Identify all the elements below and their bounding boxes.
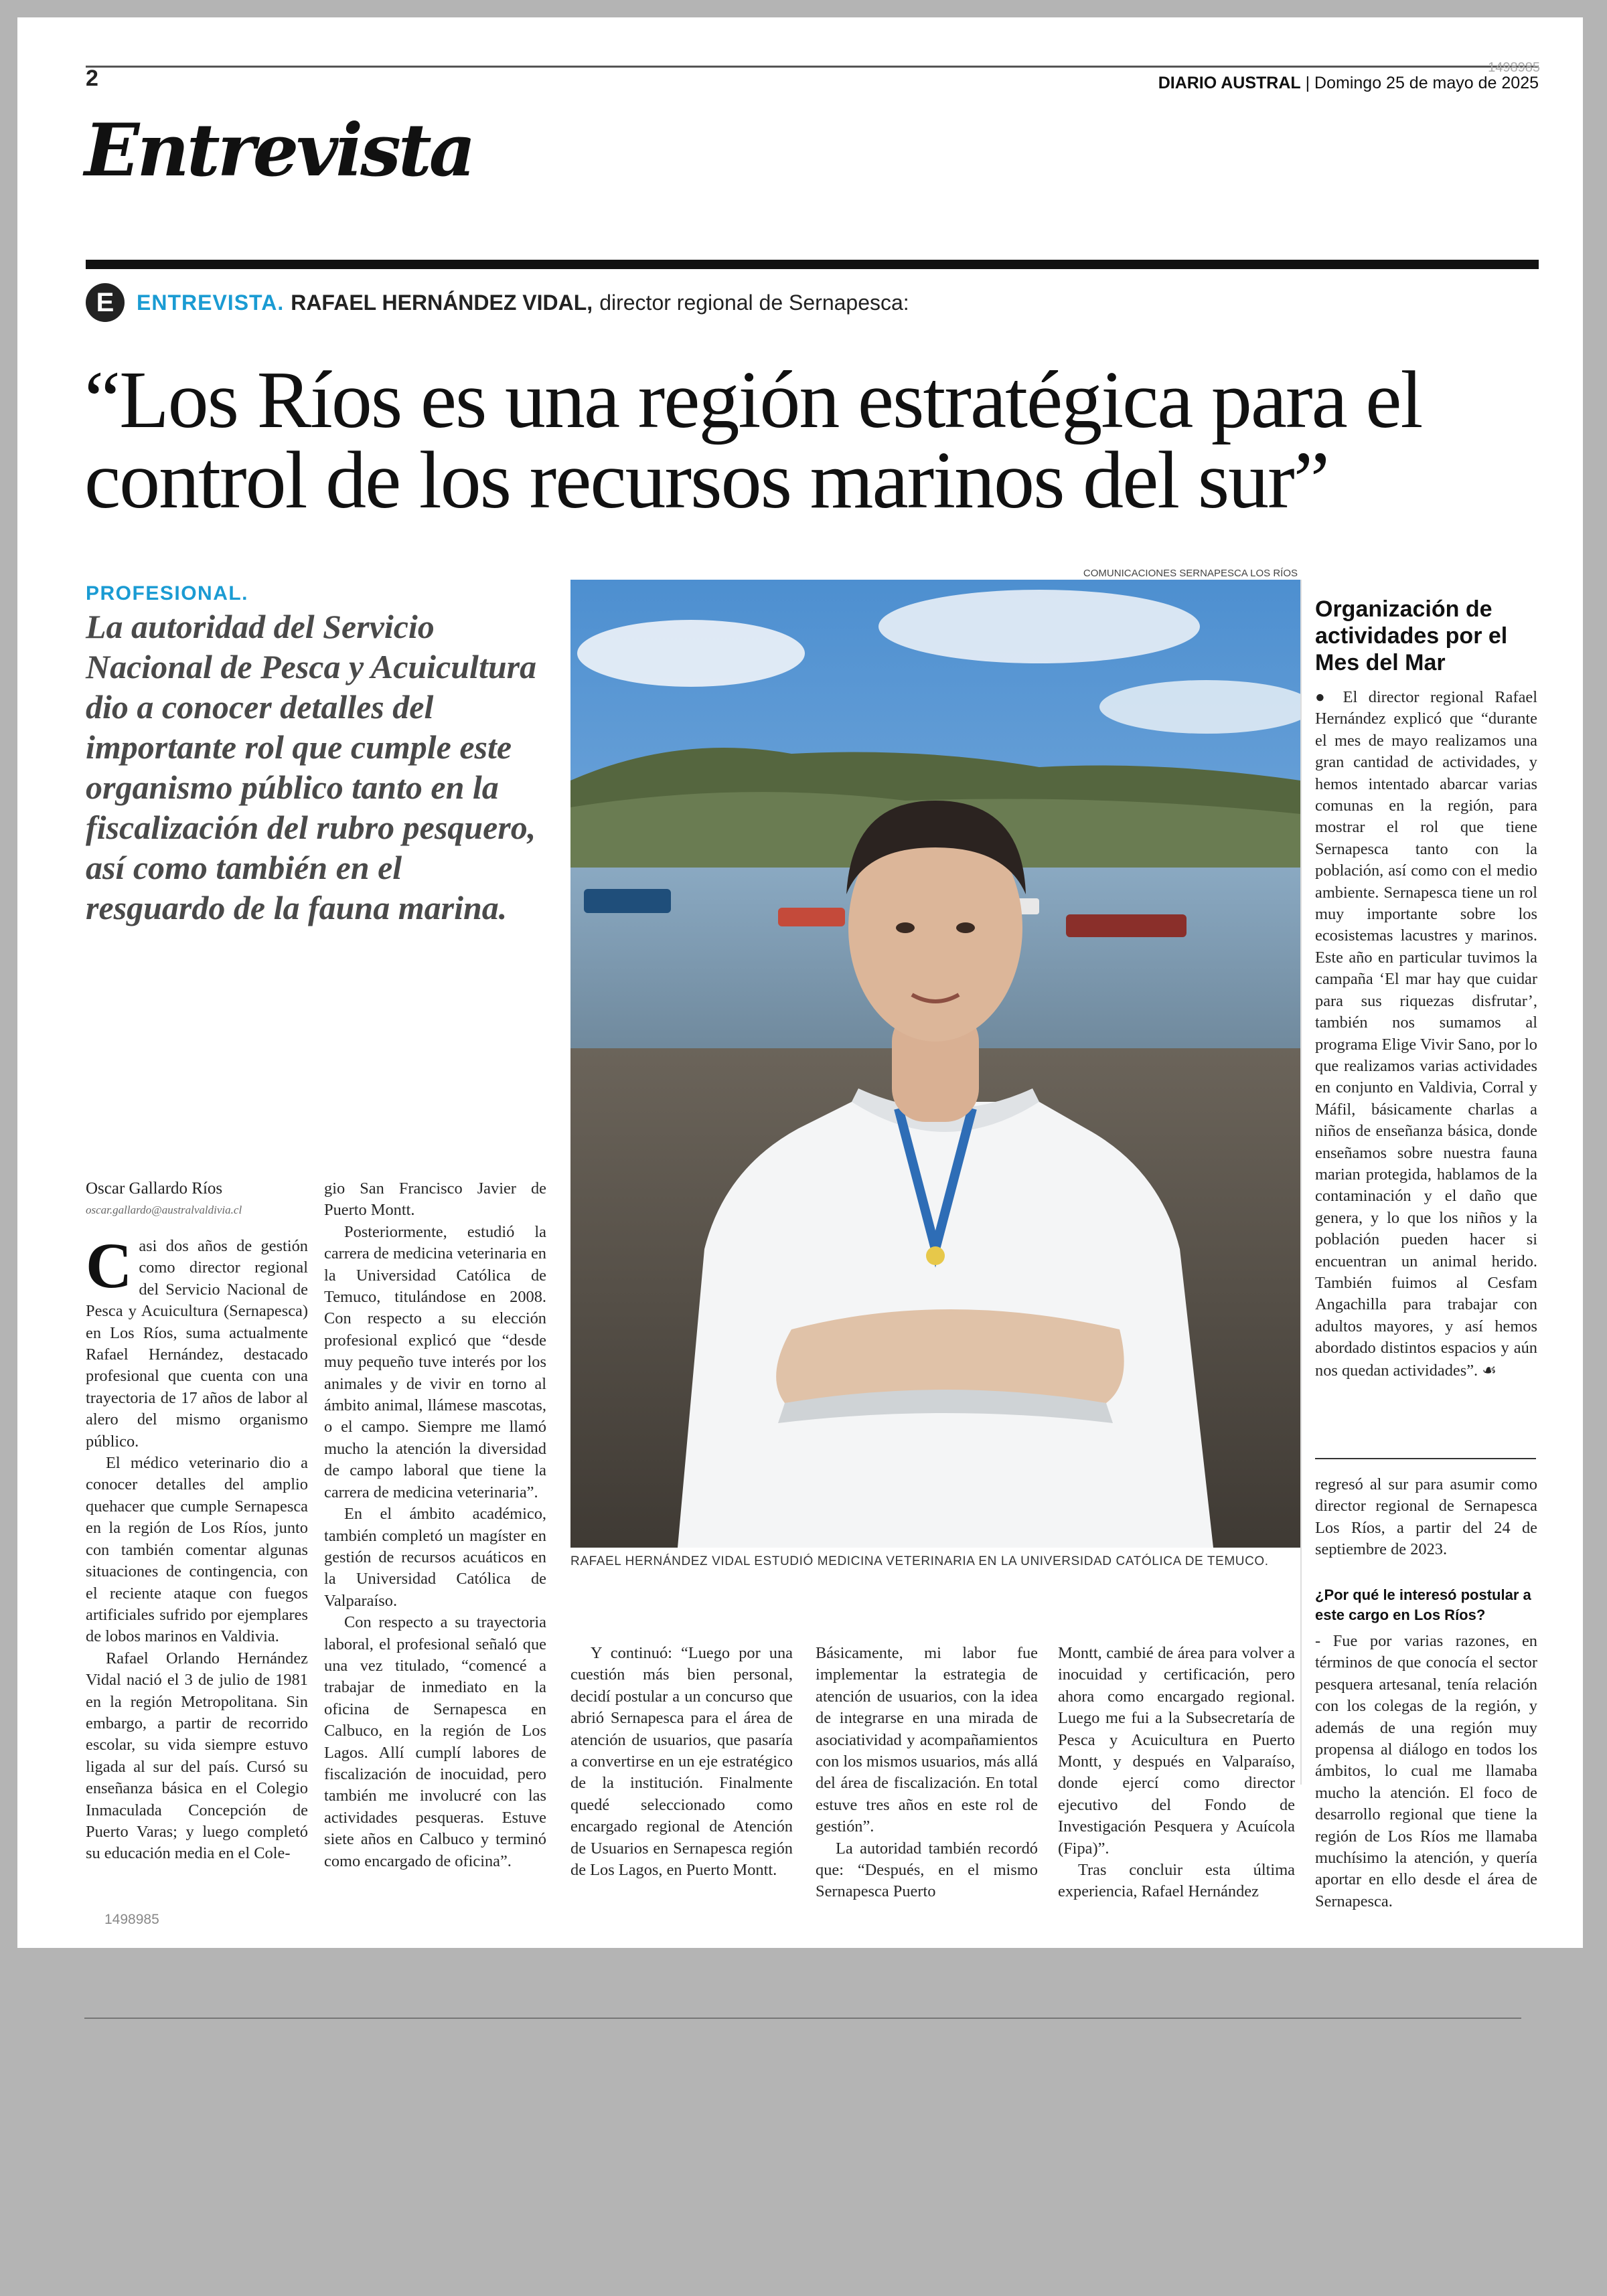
article-paragraph: Básicamente, mi labor fue implementar la estrategia de atención de usuarios, con la idea de integrarse en una mirada de asociatividad y acompañamientos con los mismos usuarios, más allá del área de fiscalización. En total estuve tres años en este rol de gestión”. xyxy=(816,1644,1038,1836)
bottom-rule xyxy=(84,2018,1521,2019)
kicker xyxy=(86,282,909,323)
top-rule xyxy=(86,66,1539,68)
headline: “Los Ríos es una región estratégica para el control de los recursos marinos del sur” xyxy=(84,355,1422,525)
footer-stamp: 1498985 xyxy=(104,1912,159,1927)
article-paragraph: Rafael Orlando Hernández Vidal nació el 3 de julio de 1981 en la región Metropolitana. Sin embargo, a partir de recorrido escolar, su vida siempre estuvo ligada al sur del país. Cursó su enseñanza básica en el Colegio Inmaculada Concepción de Puerto Varas; y luego completó su educación media en el Cole- xyxy=(86,1649,308,1863)
qa-answer xyxy=(1315,1631,1537,1912)
article-paragraph: Y continuó: “Luego por una cuestión más bien personal, decidí postular a un concurso que abrió Sernapesca para el área de atención de usuarios, que pasaría a convertirse en un eje estratégico de la institución. Finalmente quedé seleccionado como encargado regional de Atención de Usuarios en Sernapesca región de Los Lagos, en Puerto Montt. xyxy=(570,1644,793,1880)
article-paragraph: Con respecto a su trayectoria laboral, el profesional señaló que una vez titulado, “comencé a trabajar de inmediato en la oficina de Sernapesca en Calbuco, en la región de Los Lagos. Allí cumplí labores de fiscalización de inocuidad, pero también me involucré con las actividades pesqueras. Estuve siete años en Calbuco y terminó como encargado de oficina”. xyxy=(324,1613,546,1870)
dropcap: C xyxy=(86,1230,133,1301)
scan-stamp: 1498985 xyxy=(1488,60,1540,75)
byline-name: Oscar Gallardo Ríos xyxy=(86,1179,223,1198)
section-rule xyxy=(86,260,1539,269)
lead-text: La autoridad del Servicio Nacional de Pesca y Acuicultura dio a conocer detalles del importante rol que cumple este organismo público tanto en la fiscalización del rubro pesquero, así como también en el resguardo de la fauna marina. xyxy=(86,608,537,926)
page-number: 2 xyxy=(86,66,98,91)
kicker-role: director regional de Sernapesca: xyxy=(599,290,909,315)
article-column-4 xyxy=(816,1643,1038,1903)
paragraph-text: asi dos años de gestión como director regional del Servicio Nacional de Pesca y Acuicultura (Sernapesca) en Los Ríos, suma actualmente Rafael Hernández, destacado profesional que cuenta con una trayectoria de 17 años de labor al alero del mismo organismo público. xyxy=(86,1237,308,1451)
newspaper-page xyxy=(17,17,1583,1948)
kicker-name: RAFAEL HERNÁNDEZ VIDAL, xyxy=(291,290,593,315)
article-column-2 xyxy=(324,1178,546,1872)
photo-caption: RAFAEL HERNÁNDEZ VIDAL ESTUDIÓ MEDICINA VETERINARIA EN LA UNIVERSIDAD CATÓLICA DE TEMUCO. xyxy=(570,1554,1269,1568)
portrait-illustration xyxy=(570,580,1300,1548)
sidebar-body xyxy=(1315,687,1537,1382)
article-paragraph: La autoridad también recordó que: “Después, en el mismo Sernapesca Puerto xyxy=(816,1839,1038,1901)
qa-answer-text: - Fue por varias razones, en términos de que conocía el sector pesquera artesanal, tenía relación con los colegas de la región, y además de una región muy propensa al diálogo en todos los ámbitos, lo cual me llamaba mucho la atención. El foco de desarrollo regional que tiene la región de Los Ríos me llamaba muchísimo la atención, y quería aportar en ello desde el área de Sernapesca. xyxy=(1315,1632,1537,1910)
article-paragraph: Posteriormente, estudió la carrera de medicina veterinaria en la Universidad Católica de Temuco, titulándose en 2008. Con respecto a su elección profesional explicó que “desde muy pequeño tuve interés por los animales y de vivir en torno al ámbito animal, llámese mascotas, o el campo. Siempre me llamó mucho la atención la diversidad de campo laboral que tiene la carrera de medicina veterinaria”. xyxy=(324,1222,546,1501)
article-column-3 xyxy=(570,1643,793,1881)
article-paragraph xyxy=(86,1230,308,1453)
article-column-1 xyxy=(86,1230,308,1865)
lead-label: PROFESIONAL. xyxy=(86,582,249,604)
publication-line xyxy=(1158,74,1539,93)
article-column-6 xyxy=(1315,1474,1537,1561)
end-mark-icon: ☙ xyxy=(1482,1360,1497,1380)
bullet-icon: ● xyxy=(1315,688,1332,706)
publication-name: DIARIO AUSTRAL xyxy=(1158,74,1301,92)
article-paragraph: Montt, cambié de área para volver a inocuidad y certificación, pero ahora como encargado regional. Luego me fui a la Subsecretaría de Pesca y Acuicultura en Puerto Montt, y después en Valparaíso, donde ejercí como director ejecutivo del Fondo de Investigación Pesquera y Acuícola (Fipa)”. xyxy=(1058,1644,1295,1858)
sidebar-divider xyxy=(1300,580,1302,1785)
article-paragraph: Tras concluir esta última experiencia, Rafael Hernández xyxy=(1058,1861,1295,1901)
sidebar-paragraph xyxy=(1315,687,1537,1382)
article-column-5 xyxy=(1058,1643,1295,1903)
sidebar-text: El director regional Rafael Hernández explicó que “durante el mes de mayo realizamos una gran cantidad de actividades, y hemos intentado abarcar varias comunas en la región, para mostrar el rol que tiene Sernapesca tanto con la población, así como con el medio ambiente. Sernapesca tiene un rol muy importante sobre los ecosistemas lacustres y marinos. Este año en particular tuvimos la campaña ‘El mar hay que cuidar para sus riquezas disfrutar’, también nos sumamos al programa Elige Vivir Sano, por lo que realizamos varias actividades en conjunto en Valdivia, Corral y Máfil, básicamente charlas a niños de enseñanza básica, donde enseñamos sobre nuestra fauna marian protegida, hablamos de la contaminación y el daño que genera, y lo que los niños y la población pueden hacer si encuentran un animal herido. También fuimos al Cesfam Angachilla para trabajar con adultos mayores, y así hemos abordado distintos espacios y aún nos quedan actividades”. xyxy=(1315,688,1537,1380)
kicker-badge-icon: E xyxy=(86,283,125,322)
section-title: Entrevista xyxy=(84,108,473,193)
kicker-label: ENTREVISTA. xyxy=(137,290,285,315)
article-paragraph: regresó al sur para asumir como director regional de Sernapesca Los Ríos, a partir del 24 de septiembre de 2023. xyxy=(1315,1475,1537,1559)
article-paragraph: En el ámbito académico, también completó un magíster en gestión de recursos acuáticos en la Universidad Católica de Valparaíso. xyxy=(324,1505,546,1610)
sidebar-title: Organización de actividades por el Mes del Mar xyxy=(1315,596,1508,675)
portrait-photo xyxy=(570,580,1300,1548)
sidebar-bottom-rule xyxy=(1315,1458,1536,1459)
publication-date: Domingo 25 de mayo de 2025 xyxy=(1314,74,1539,92)
article-paragraph: gio San Francisco Javier de Puerto Montt. xyxy=(324,1179,546,1220)
separator: | xyxy=(1305,74,1310,92)
byline-email[interactable]: oscar.gallardo@australvaldivia.cl xyxy=(86,1204,242,1216)
article-paragraph: El médico veterinario dio a conocer detalles del amplio quehacer que cumple Sernapesca en la región de Los Ríos, junto con también comentar algunas situaciones de contingencia, con el reciente ataque con fuegos artificiales sufrido por ejemplares de lobos marinos en Valdivia. xyxy=(86,1454,308,1646)
photo-credit: COMUNICACIONES SERNAPESCA LOS RÍOS xyxy=(1083,568,1298,579)
qa-question: ¿Por qué le interesó postular a este cargo en Los Ríos? xyxy=(1315,1586,1531,1623)
